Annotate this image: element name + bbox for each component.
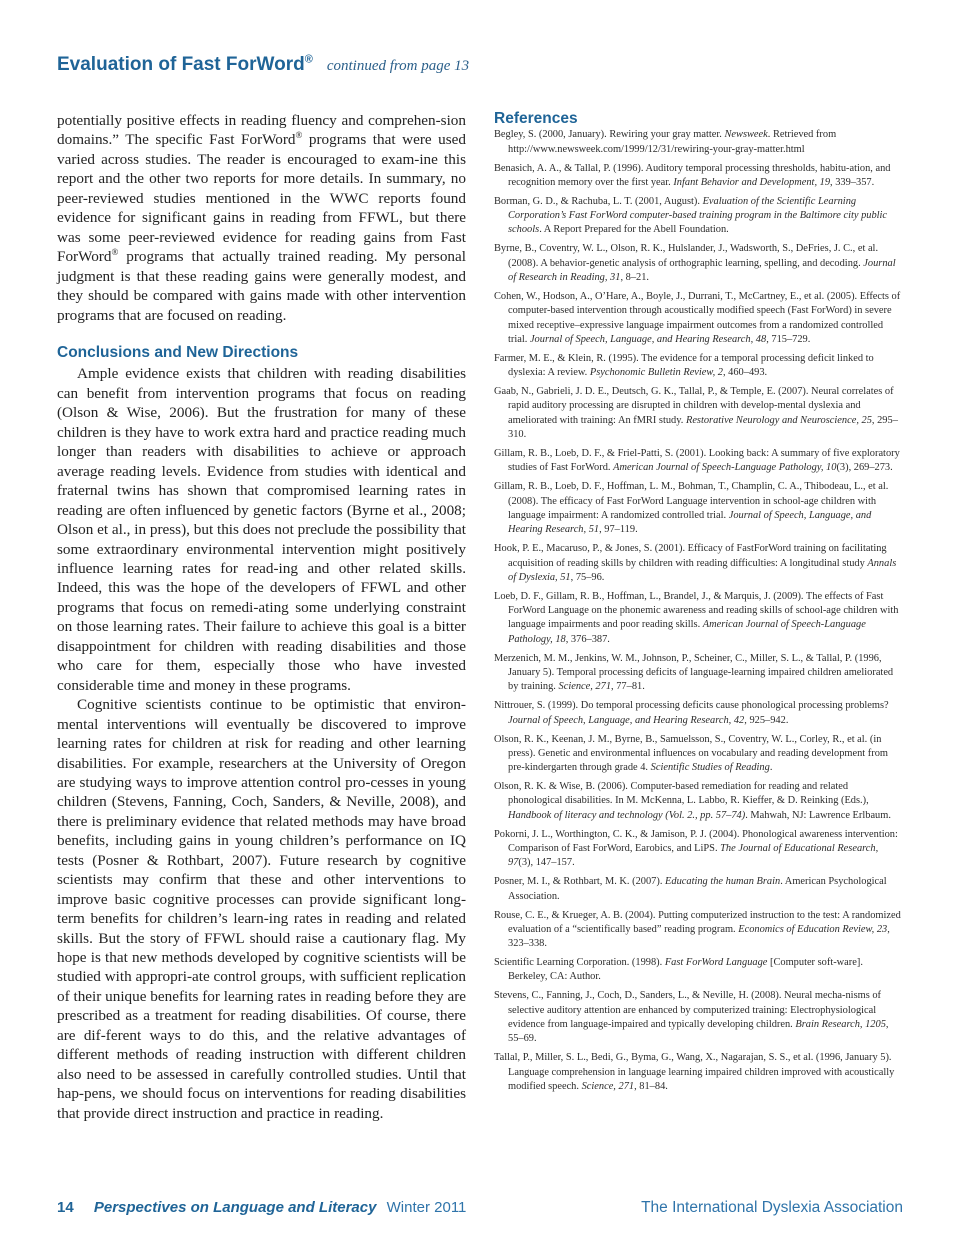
reference-item: Farmer, M. E., & Klein, R. (1995). The evidence for a temporal processing deficit linked to dyslexia: A review. Psychonomic Bulletin Review, 2, 460–493. xyxy=(494,352,874,379)
reference-item: Pokorni, J. L., Worthington, C. K., & Jamison, P. J. (2004). Phonological awareness intervention: Comparison of Fast ForWord, Earobics, and LiPS. The Journal of Educational Research, 97(3), 147–157. xyxy=(494,828,898,869)
issue-season: Winter 2011 xyxy=(386,1199,467,1216)
article-header xyxy=(57,54,469,76)
reference-item: Posner, M. I., & Rothbart, M. K. (2007). Educating the human Brain. American Psychological Association. xyxy=(494,876,887,902)
reference-item: Gillam, R. B., Loeb, D. F., Hoffman, L. M., Bohman, T., Champlin, C. A., Thibodeau, L., et al. (2008). The efficacy of Fast ForWord Language intervention in school-age children with language impairment: A randomized controlled trial. Journal of Speech, Language, and Hearing Research, 51, 97–119. xyxy=(494,481,889,536)
conclusions-paragraph-1: Ample evidence exists that children with reading disabilities can benefit from intervention programs that focus on reading (Olson & Wise, 2006). But the frustration for many of these children is they have to work extra hard and practice reading much longer than readers with disabilities to achieve or approach average reading levels. Evidence from studies with identical and fraternal twins has shown that compromised learning rates in reading are often influenced by genetic factors (Byrne et al., 2008; Olson et al., in press), but this does not preclude the possibility that some extraordinary environmental intervention might positively influence learning rates for read-ing and other related skills. Indeed, this was the hope of the developers of FFWL and other programs that focus on remedi-ating some underlying constraint on those learning rates. Their failure to achieve this goal is a bitter disappointment for children with reading disabilities and those who care for them, especially those who have invested considerable time and money in these programs. xyxy=(57,365,466,694)
reference-item: Gillam, R. B., Loeb, D. F., & Friel-Patti, S. (2001). Looking back: A summary of five exploratory studies of Fast ForWord. American Journal of Speech-Language Pathology, 10(3), 269–273. xyxy=(494,448,900,474)
reference-item: Nittrouer, S. (1999). Do temporal processing deficits cause phonological processing problems? Journal of Speech, Language, and Hearing Research, 42, 925–942. xyxy=(494,700,889,726)
references-list xyxy=(494,128,904,1094)
references-column xyxy=(494,112,904,1099)
references-heading: References xyxy=(494,110,578,127)
page-number: 14 xyxy=(57,1199,74,1216)
article-title: Evaluation of Fast ForWord® xyxy=(57,54,313,76)
registered-mark: ® xyxy=(304,54,313,66)
reference-item: Benasich, A. A., & Tallal, P. (1996). Auditory temporal processing thresholds, habitu-ation, and recognition memory over the first year. Infant Behavior and Development, 19, 339–357. xyxy=(494,162,891,188)
reference-item: Begley, S. (2000, January). Rewiring your gray matter. Newsweek. Retrieved from http://www.newsweek.com/1999/12/31/rewiring-your-gray-matter.html xyxy=(494,129,837,155)
reference-item: Borman, G. D., & Rachuba, L. T. (2001, August). Evaluation of the Scientific Learning Corporation’s Fast ForWord computer-based training program in the Baltimore city public schools. A Report Prepared for the Abell Foundation. xyxy=(494,195,888,236)
continued-note: continued from page 13 xyxy=(326,58,470,75)
footer-journal-info xyxy=(57,1199,466,1216)
reference-item: Scientific Learning Corporation. (1998). Fast ForWord Language [Computer soft-ware]. Berkeley, CA: Author. xyxy=(494,957,863,983)
reference-item: Merzenich, M. M., Jenkins, W. M., Johnson, P., Scheiner, C., Miller, S. L., & Tallal, P. (1996, January 5). Temporal processing deficits of language-learning impaired children ameliorated by training. Science, 271, 77–81. xyxy=(494,652,894,693)
conclusions-paragraph-2: Cognitive scientists continue to be optimistic that environ-mental interventions will eventually be discovered to improve learning rates for children at risk for reading and other learning disabilities. For example, researchers at the University of Oregon are studying ways to improve attention control pro-cesses in young children (Stevens, Fanning, Coch, Sanders, & Neville, 2008), and there is preliminary evidence that related methods may have broad benefits, including gains in young children’s performance on IQ tests (Posner & Rothbart, 2007). Future research by cognitive scientists may confirm that these and other interventions to improve basic cognitive processes can provide significant long-term benefits for children’s learn-ing rates in reading and related skills. But the story of FFWL should raise a cautionary flag. My hope is that new methods developed by cognitive scientists will be studied with appropri-ate control groups, with sufficient replication of their unique benefits for learning rates in reading before they are prescribed as a treatment for reading disabilities. Of course, there are dif-ferent ways to do this, and the relative advantages of different methods of reading instruction with different children also need to be assessed in carefully controlled studies. Until that hap-pens, we should focus on interventions for reading disabilities that provide direct instruction and practice in reading. xyxy=(57,696,466,1122)
intro-paragraph: potentially positive effects in reading fluency and comprehen-sion domains.” The specific Fast ForWord® programs that were used varied across studies. The reader is encouraged to exam-ine this report and the other two reports for more details. In summary, no peer-reviewed studies mentioned in the WWC reports found evidence for significant gains in reading from FFWL, but there was some peer-reviewed evidence for reading gains from Fast ForWord® programs that actually trained reading. My personal judgment is that these reading gains were generally modest, and they should be compared with gains made with other intervention programs that are focused on reading. xyxy=(57,112,467,324)
reference-item: Stevens, C., Fanning, J., Coch, D., Sanders, L., & Neville, H. (2008). Neural mecha-nisms of selective auditory attention are enhanced by computerized training: Electrophysiological evidence from language-impaired and typically developing children. Brain Research, 1205, 55–69. xyxy=(494,990,889,1045)
journal-name: Perspectives on Language and Literacy xyxy=(93,1199,377,1216)
left-column xyxy=(57,111,466,1123)
reference-item: Loeb, D. F., Gillam, R. B., Hoffman, L., Brandel, J., & Marquis, J. (2009). The effects of Fast ForWord Language on the phonemic awareness and reading skills of school-age children with language impairments and poor reading skills. American Journal of Speech-Language Pathology, 18, 376–387. xyxy=(494,590,899,645)
conclusions-heading: Conclusions and New Directions xyxy=(57,343,299,361)
organization-name: The International Dyslexia Association xyxy=(641,1199,903,1216)
reference-item: Olson, R. K., Keenan, J. M., Byrne, B., Samuelsson, S., Coventry, W. L., Corley, R., et al. (in press). Genetic and environmental influences on vocabulary and reading development from pre-kindergarten through grade 4. Scientific Studies of Reading. xyxy=(494,733,888,774)
page-footer xyxy=(57,1199,903,1221)
reference-item: Gaab, N., Gabrieli, J. D. E., Deutsch, G. K., Tallal, P., & Temple, E. (2007). Neural correlates of rapid auditory processing are disrupted in children with develop-mental dyslexia and ameliorated with training: An fMRI study. Restorative Neurology and Neuroscience, 25, 295–310. xyxy=(494,386,898,441)
reference-item: Tallal, P., Miller, S. L., Bedi, G., Byma, G., Wang, X., Nagarajan, S. S., et al. (1996, January 5). Language comprehension in language learning impaired children improved with acoustically modified speech. Science, 271, 81–84. xyxy=(494,1052,895,1092)
reference-item: Byrne, B., Coventry, W. L., Olson, R. K., Hulslander, J., Wadsworth, S., DeFries, J. C., et al. (2008). A behavior-genetic analysis of orthographic learning, spelling, and decoding. Journal of Research in Reading, 31, 8–21. xyxy=(494,243,896,284)
reference-item: Hook, P. E., Macaruso, P., & Jones, S. (2001). Efficacy of FastForWord training on facilitating acquisition of reading skills by children with reading difficulties: A longitudinal study Annals of Dyslexia, 51, 75–96. xyxy=(494,543,897,583)
reference-item: Olson, R. K. & Wise, B. (2006). Computer-based remediation for reading and related phonological disabilities. In M. McKenna, L. Labbo, R. Kieffer, & D. Reinking (Eds.), Handbook of literacy and technology (Vol. 2., pp. 57–74). Mahwah, NJ: Lawrence Erlbaum. xyxy=(494,781,891,821)
reference-item: Rouse, C. E., & Krueger, A. B. (2004). Putting computerized instruction to the test: A randomized evaluation of a “scientifically based” reading program. Economics of Education Review, 23, 323–338. xyxy=(494,909,901,950)
reference-item: Cohen, W., Hodson, A., O’Hare, A., Boyle, J., Durrani, T., McCartney, E., et al. (2005). Effects of computer-based intervention through acoustically modified speech (Fast ForWord) in severe mixed receptive–expressive language impairment outcomes from a randomized controlled trial. Journal of Speech, Language, and Hearing Research, 48, 715–729. xyxy=(494,291,901,345)
